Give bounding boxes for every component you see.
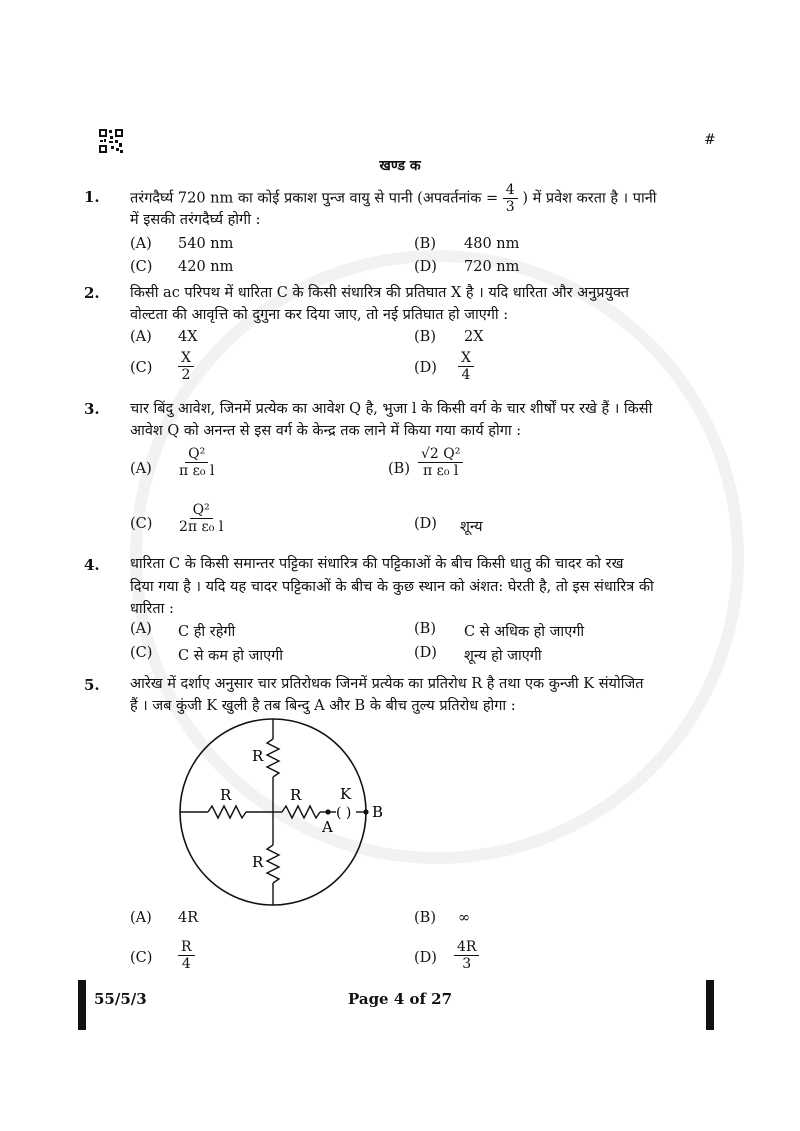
q3-option-c-label: (C)	[130, 516, 153, 532]
q1-text: तरंगदैर्घ्य 720 nm का कोई प्रकाश पुन्ज वायु से पानी (अपवर्तनांक = $\frac{4}{3}$ ) में प्रवेश करता है । पानी	[130, 182, 657, 215]
q3-option-d: शून्य	[460, 519, 483, 535]
q2-option-a-label: (A)	[130, 329, 152, 345]
q1-text-line2: में इसकी तरंगदैर्घ्य होगी :	[130, 212, 261, 228]
q1-option-a-label: (A)	[130, 236, 152, 252]
q5-option-b-label: (B)	[414, 910, 436, 926]
q2-text-line2: वोल्टता की आवृत्ति को दुगुना कर दिया जाए, तो नई प्रतिघात हो जाएगी :	[130, 307, 509, 323]
point-b	[363, 809, 368, 814]
q3-option-b: $\frac{\text{√2 Q²}}{\text{π ε₀ l}}$	[418, 446, 463, 479]
qr-code-icon	[98, 128, 124, 154]
label-r-right: R	[290, 786, 302, 804]
page-marker: #	[704, 132, 716, 148]
q3-option-d-label: (D)	[414, 516, 437, 532]
q2-option-b-label: (B)	[414, 329, 436, 345]
section-title: खण्ड क	[379, 158, 421, 174]
key-symbol: ( )	[336, 805, 352, 821]
q1-option-b-label: (B)	[414, 236, 436, 252]
label-r-left: R	[220, 786, 232, 804]
q5-option-c-label: (C)	[130, 950, 153, 966]
q1-number: 1.	[84, 188, 100, 206]
q4-option-c-label: (C)	[130, 645, 153, 661]
q5-option-d: $\frac{4R}{3}$	[454, 939, 479, 972]
label-a: A	[322, 818, 333, 836]
q2-number: 2.	[84, 284, 100, 302]
q3-text-line1: चार बिंदु आवेश, जिनमें प्रत्येक का आवेश Q है, भुजा l के किसी वर्ग के चार शीर्षों पर रखे हैं । किसी	[130, 401, 653, 417]
q5-text-line2: हैं । जब कुंजी K खुली है तब बिन्दु A और B के बीच तुल्य प्रतिरोध होगा :	[130, 698, 516, 714]
q4-option-d-label: (D)	[414, 645, 437, 661]
label-r-bottom: R	[252, 853, 264, 871]
q2-option-c-label: (C)	[130, 360, 153, 376]
q5-option-c: $\frac{R}{4}$	[178, 939, 195, 972]
q3-number: 3.	[84, 400, 100, 418]
q3-option-a: $\frac{\text{Q²}}{\text{π ε₀ l}}$	[179, 446, 215, 479]
q4-text-line3: धारिता :	[130, 601, 174, 617]
q5-option-a: 4R	[178, 910, 199, 926]
q2-option-a: 4X	[178, 329, 198, 345]
q1-option-c: 420 nm	[178, 259, 234, 275]
q1-fraction: $\frac{4}{3}$	[503, 182, 518, 215]
q3-option-b-label: (B)	[388, 461, 410, 477]
resistor-right	[282, 806, 320, 818]
paper-code: 55/5/3	[94, 990, 147, 1008]
resistor-bottom	[267, 845, 279, 883]
q2-text-line1: किसी ac परिपथ में धारिता C के किसी संधारित्र की प्रतिघात X है । यदि धारिता और अनुप्रयुक्त	[130, 285, 629, 301]
label-b: B	[372, 803, 384, 821]
q2-option-c: $\frac{X}{2}$	[178, 350, 194, 383]
q4-option-d: शून्य हो जाएगी	[464, 648, 542, 664]
q4-text-line2: दिया गया है । यदि यह चादर पट्टिकाओं के बीच के कुछ स्थान को अंशत: घेरती है, तो इस संधारित्र की	[130, 579, 654, 595]
q4-option-b: C से अधिक हो जाएगी	[464, 624, 585, 640]
q5-option-a-label: (A)	[130, 910, 152, 926]
q1-option-d-label: (D)	[414, 259, 437, 275]
q4-number: 4.	[84, 556, 100, 574]
q5-number: 5.	[84, 676, 100, 694]
q5-option-b: ∞	[458, 910, 471, 926]
label-r-top: R	[252, 747, 264, 765]
q3-option-a-label: (A)	[130, 461, 152, 477]
q2-option-b: 2X	[464, 329, 484, 345]
q4-text-line1: धारिता C के किसी समान्तर पट्टिका संधारित्र की पट्टिकाओं के बीच किसी धातु की चादर को रख	[130, 556, 624, 572]
page-number: Page 4 of 27	[347, 990, 453, 1008]
q4-option-b-label: (B)	[414, 621, 436, 637]
q4-option-c: C से कम हो जाएगी	[178, 648, 284, 664]
q2-option-d: $\frac{X}{4}$	[458, 350, 474, 383]
q5-option-d-label: (D)	[414, 950, 437, 966]
q2-option-d-label: (D)	[414, 360, 437, 376]
resistor-left	[208, 806, 246, 818]
q4-option-a-label: (A)	[130, 621, 152, 637]
q5-text-line1: आरेख में दर्शाए अनुसार चार प्रतिरोधक जिनमें प्रत्येक का प्रतिरोध R है तथा एक कुन्जी K संयोजित	[130, 676, 644, 692]
q3-option-c: $\frac{\text{Q²}}{\text{2π ε₀ l}}$	[179, 502, 224, 535]
label-k: K	[340, 785, 352, 803]
circuit-diagram	[170, 715, 390, 915]
q1-option-c-label: (C)	[130, 259, 153, 275]
q4-option-a: C ही रहेगी	[178, 624, 236, 640]
q1-option-d: 720 nm	[464, 259, 520, 275]
q1-option-b: 480 nm	[464, 236, 520, 252]
q1-option-a: 540 nm	[178, 236, 234, 252]
resistor-top	[267, 739, 279, 777]
q3-text-line2: आवेश Q को अनन्त से इस वर्ग के केन्द्र तक लाने में किया गया कार्य होगा :	[130, 423, 522, 439]
